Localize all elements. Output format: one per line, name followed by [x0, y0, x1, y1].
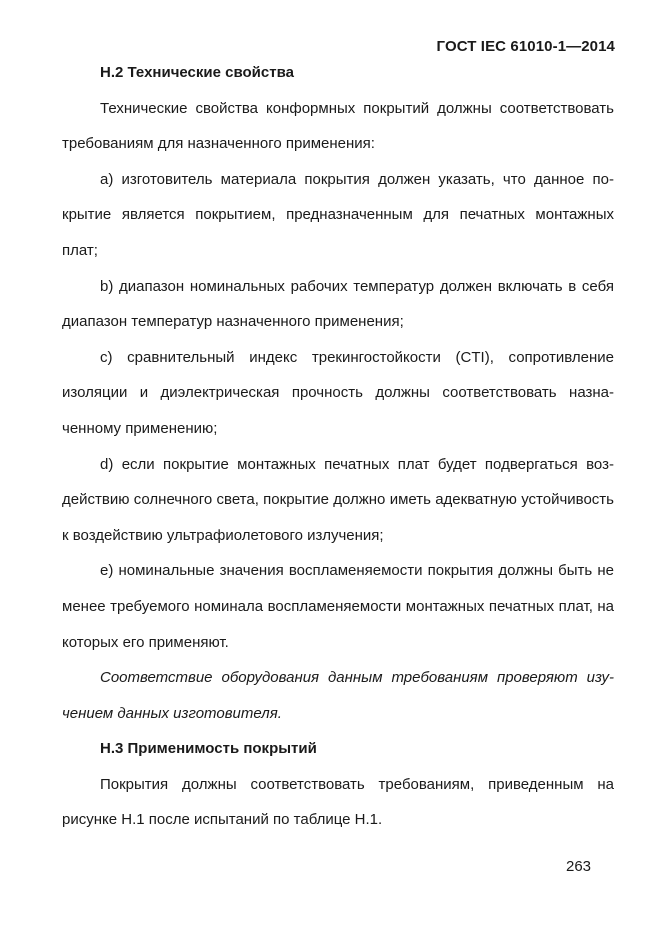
paragraph-intro: Технические свойства конформных покрытий должны соответствовать требованиям для назначенного применения:	[62, 99, 614, 153]
paragraph-applicability: Покрытия должны соответствовать требованиям, приведенным на рисунке Н.1 после испытаний по таблице Н.1.	[62, 775, 614, 829]
page-number: 263	[566, 858, 592, 875]
compliance-note: Соответствие оборудования данным требованиям проверяют изучением данных изготовителя.	[62, 669, 614, 722]
list-item-d: d) если покрытие монтажных печатных плат будет подвергаться воздействию солнечного света, покрытие должно иметь адекватную устойчивость к воздействию ультрафиолетового излучения;	[62, 455, 614, 544]
list-item-e: e) номинальные значения воспламеняемости покрытия должны быть не менее требуемого номинала воспламеняемости монтажных печатных плат, на которых его применяют.	[62, 562, 614, 651]
page-body	[62, 55, 614, 838]
document-id-header: ГОСТ IEC 61010-1—2014	[436, 38, 615, 55]
section-heading-h2: Н.2 Технические свойства	[100, 64, 294, 81]
list-item-c: c) сравнительный индекс трекингостойкости (CTI), сопротивление изоляции и диэлектрическая прочность должны соответствовать назначенному применению;	[62, 348, 614, 437]
list-item-b: b) диапазон номинальных рабочих температур должен включать в себя диапазон температур назначенного применения;	[62, 277, 614, 331]
list-item-a: a) изготовитель материала покрытия должен указать, что данное покрытие является покрытием, предназначенным для печатных монтажных плат;	[62, 170, 614, 259]
section-heading-h3: Н.3 Применимость покрытий	[100, 740, 317, 758]
